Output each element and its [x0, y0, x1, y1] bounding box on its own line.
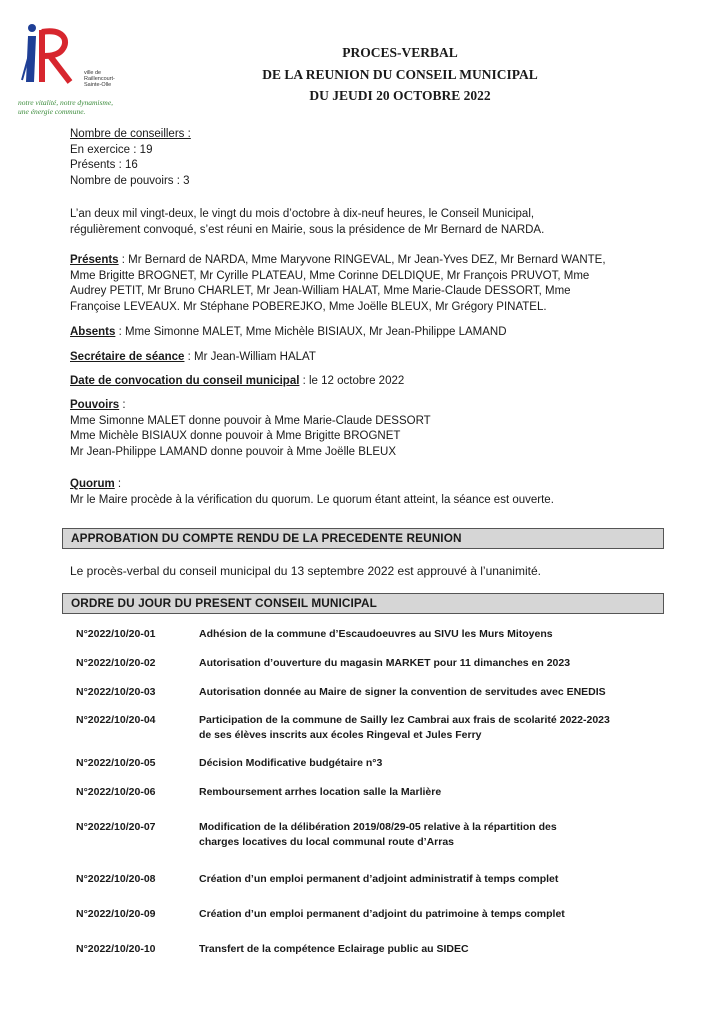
convocation-label: Date de convocation du conseil municipal [70, 375, 300, 387]
count-exercice: En exercice : 19 [70, 143, 153, 156]
quorum-label: Quorum [70, 478, 115, 490]
agenda-item-number: N°2022/10/20-09 [76, 908, 156, 920]
intro-paragraph: L’an deux mil vingt-deux, le vingt du mois d’octobre à dix-neuf heures, le Conseil Municipal, régulièrement convoqué, s’est réuni en Mairie, sous la présidence de Mr Bernard de NARDA. [70, 208, 545, 236]
pouvoirs-label: Pouvoirs [70, 399, 120, 411]
agenda-item-number: N°2022/10/20-08 [76, 873, 156, 885]
agenda-item-number: N°2022/10/20-04 [76, 714, 156, 726]
agenda-item-number: N°2022/10/20-03 [76, 686, 156, 698]
convocation-line: Date de convocation du conseil municipal : le 12 octobre 2022 [70, 375, 405, 387]
agenda-item-number: N°2022/10/20-05 [76, 757, 156, 769]
agenda-item-number: N°2022/10/20-02 [76, 657, 156, 669]
count-presents: Présents : 16 [70, 159, 138, 171]
secretaire-label: Secrétaire de séance [70, 351, 185, 363]
title-line-1: PROCES-VERBAL [342, 45, 458, 60]
title-line-3: DU JEUDI 20 OCTOBRE 2022 [309, 88, 491, 103]
counts-heading: Nombre de conseillers : [70, 128, 191, 140]
absents-line: Absents : Mme Simonne MALET, Mme Michèle BISIAUX, Mr Jean-Philippe LAMAND [70, 326, 507, 338]
quorum-text: Mr le Maire procède à la vérification du quorum. Le quorum étant atteint, la séance est ouverte. [70, 493, 554, 506]
secretaire-line: Secrétaire de séance : Mr Jean-William HALAT [70, 351, 316, 363]
pouvoir-2: Mme Michèle BISIAUX donne pouvoir à Mme Brigitte BROGNET [70, 430, 401, 442]
pouvoirs-section: Pouvoirs : Mme Simonne MALET donne pouvoir à Mme Marie-Claude DESSORT Mme Michèle BISIAUX donne pouvoir à Mme Brigitte BROGNET Mr Jean-Philippe LAMAND donne pouvoir à Mme Joëlle BLEUX [70, 398, 660, 460]
agenda-item-number: N°2022/10/20-01 [76, 628, 156, 640]
absents-label: Absents [70, 326, 116, 338]
agenda-item-number: N°2022/10/20-10 [76, 943, 156, 955]
pouvoir-3: Mr Jean-Philippe LAMAND donne pouvoir à Mme Joëlle BLEUX [70, 445, 396, 458]
ir-logo-icon [18, 20, 88, 90]
ordre-du-jour-heading: ORDRE DU JOUR DU PRESENT CONSEIL MUNICIPAL [62, 593, 664, 614]
municipal-logo [18, 20, 128, 120]
logo-city-name: ville de Raillencourt-Sainte-Olle [84, 70, 115, 88]
presents-paragraph: Présents : Mr Bernard de NARDA, Mme Maryvone RINGEVAL, Mr Jean-Yves DEZ, Mr Bernard WANTE, Mme Brigitte BROGNET, Mr Cyrille PLATEAU, Mme Corinne DELDIQUE, Mr François PRUVOT, Mme Audrey PETIT, Mr Bruno CHARLET, Mr Jean-William HALAT, Mme Marie-Claude DESSORT, Mme Françoise LEVEAUX. Mr Stéphane POBEREJKO, Mme Joëlle BLEUX, Mr Grégory PINATEL. [70, 254, 606, 313]
pouvoir-1: Mme Simonne MALET donne pouvoir à Mme Marie-Claude DESSORT [70, 414, 431, 427]
approbation-text: Le procès-verbal du conseil municipal du 13 septembre 2022 est approuvé à l’unanimité. [70, 564, 541, 578]
presents-label: Présents [70, 254, 119, 266]
agenda-item-number: N°2022/10/20-06 [76, 786, 156, 798]
quorum-section: Quorum : Mr le Maire procède à la vérification du quorum. Le quorum étant atteint, la séance est ouverte. [70, 477, 660, 508]
counts-section [70, 127, 660, 189]
document-title [220, 42, 580, 107]
count-pouvoirs: Nombre de pouvoirs : 3 [70, 174, 190, 187]
logo-slogan: notre vitalité, notre dynamisme, une énergie commune. [18, 98, 114, 116]
title-line-2: DE LA REUNION DU CONSEIL MUNICIPAL [262, 66, 538, 82]
approbation-heading: APPROBATION DU COMPTE RENDU DE LA PRECEDENTE REUNION [62, 528, 664, 549]
agenda-item-number: N°2022/10/20-07 [76, 821, 156, 833]
